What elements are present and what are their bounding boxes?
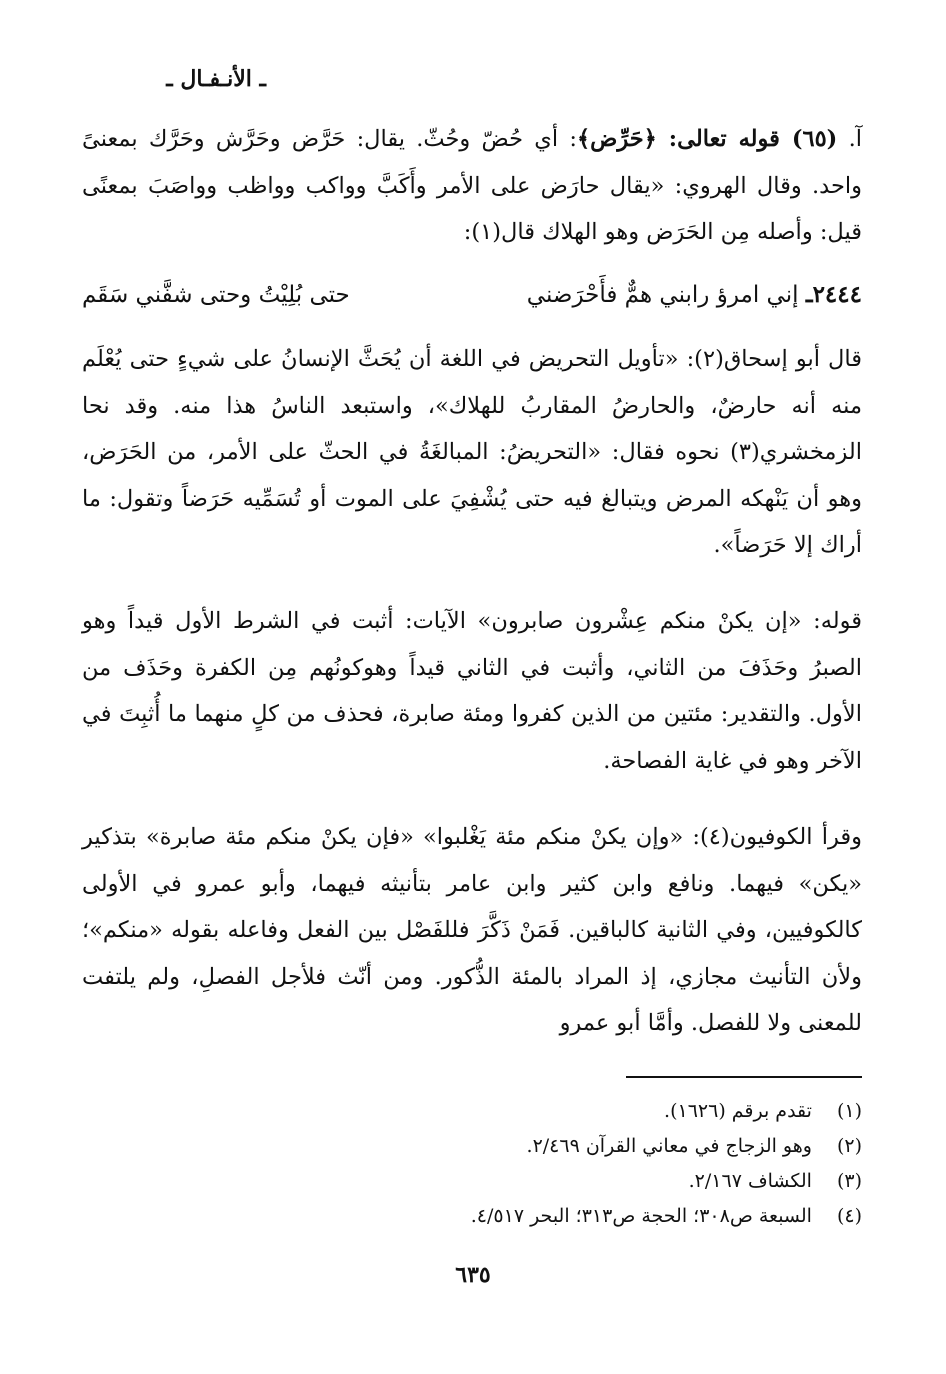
footnote-separator xyxy=(626,1076,862,1078)
poetry-number: ٢٤٤٤ـ xyxy=(805,281,862,308)
footnote-item xyxy=(82,1164,862,1199)
paragraph-1 xyxy=(82,116,862,256)
footnote-number: (٢) xyxy=(836,1135,862,1157)
paragraph-4 xyxy=(82,814,862,1047)
footnotes-list xyxy=(82,1094,862,1234)
footnote-item xyxy=(82,1129,862,1164)
paragraph-1-text: : أي حُضّ وحُثّ. يقال: حَرَّض وحَرَّش وحَرَّك بمعنىً واحد. وقال الهروي: «يقال حارَض على الأمر وأَكَبَّ وواكب وواظب وواصَبَ بمعنًى قيل: وأصله مِن الحَرَض وهو الهلاك قال(١): xyxy=(82,126,862,245)
paragraph-3 xyxy=(82,598,862,784)
poetry-second-hemistich: حتى بُلِيْتُ وحتى شفَّني سَقَم xyxy=(82,282,350,308)
paragraph-1-prefix: آ. xyxy=(837,126,862,152)
running-header: ـ الأنـفـال ـ xyxy=(166,66,266,92)
footnote-number: (٣) xyxy=(836,1170,862,1192)
poetry-first-hemistich xyxy=(527,272,862,318)
footnote-number: (٤) xyxy=(836,1205,862,1227)
hemistich-1-text: إني امرؤ رابني همٌّ فأَحْرَضني xyxy=(526,282,799,308)
poetry-line xyxy=(82,272,862,318)
footnote-text: وهو الزجاج في معاني القرآن ٢/٤٦٩. xyxy=(526,1135,812,1157)
footnote-item xyxy=(82,1199,862,1234)
paragraph-4-text: وقرأ الكوفيون(٤): «وإن يكنْ منكم مئة يَغْلبوا» «فإن يكنْ منكم مئة صابرة» بتذكير «يكن» فيهما. ونافع وابن كثير وابن عامر بتأنيثه فيهما، وأبو عمرو في الأولى كالكوفيين، وفي الثانية كالباقين. فَمَنْ ذَكَّرَ فللفَصْل بين الفعل وفاعله بقوله «منكم»؛ ولأن التأنيث مجازي، إذ المراد بالمئة الذُّكور. ومن أنّث فلأجل الفصلِ، ولم يلتفت للمعنى ولا للفصل. وأمَّا أبو عمرو xyxy=(82,824,862,1036)
footnote-text: الكشاف ٢/١٦٧. xyxy=(688,1170,812,1192)
footnote-item xyxy=(82,1094,862,1129)
footnote-text: تقدم برقم (١٦٢٦). xyxy=(664,1100,812,1122)
verse-reference: (٦٥) قوله تعالى: ﴿حَرِّض﴾ xyxy=(576,126,838,152)
page-number: ٦٣٥ xyxy=(455,1262,491,1288)
footnote-number: (١) xyxy=(836,1100,862,1122)
paragraph-2-text: قال أبو إسحاق(٢): «تأويل التحريض في اللغة أن يُحَثَّ الإنسانُ على شيءٍ حتى يُعْلَم منه أنه حارضٌ، والحارضُ المقاربُ للهلاك»، واستبعد الناسُ هذا منه. وقد نحا الزمخشري(٣) نحوه فقال: «التحريضُ: المبالغَةُ في الحثّ على الأمر، من الحَرَض، وهو أن يَنْهكه المرض ويتبالغ فيه حتى يُشْفِيَ على الموت أو تُسَمِّيه حَرَضاً وتقول: ما أراك إلا حَرَضاً». xyxy=(82,346,862,558)
paragraph-3-text: قوله: «إن يكنْ منكم عِشْرون صابرون» الآيات: أثبت في الشرط الأول قيداً وهو الصبرُ وحَذَفَ من الثاني، وأثبت في الثاني قيداً وهوكونُهم مِن الكفرة وحَذَف من الأول. والتقدير: مئتين من الذين كفروا ومئة صابرة، فحذف من كلٍ منهما ما أُثبِتَ في الآخر وهو في غاية الفصاحة. xyxy=(82,608,862,774)
paragraph-2 xyxy=(82,336,862,569)
footnote-text: السبعة ص٣٠٨؛ الحجة ص٣١٣؛ البحر ٤/٥١٧. xyxy=(470,1205,812,1227)
